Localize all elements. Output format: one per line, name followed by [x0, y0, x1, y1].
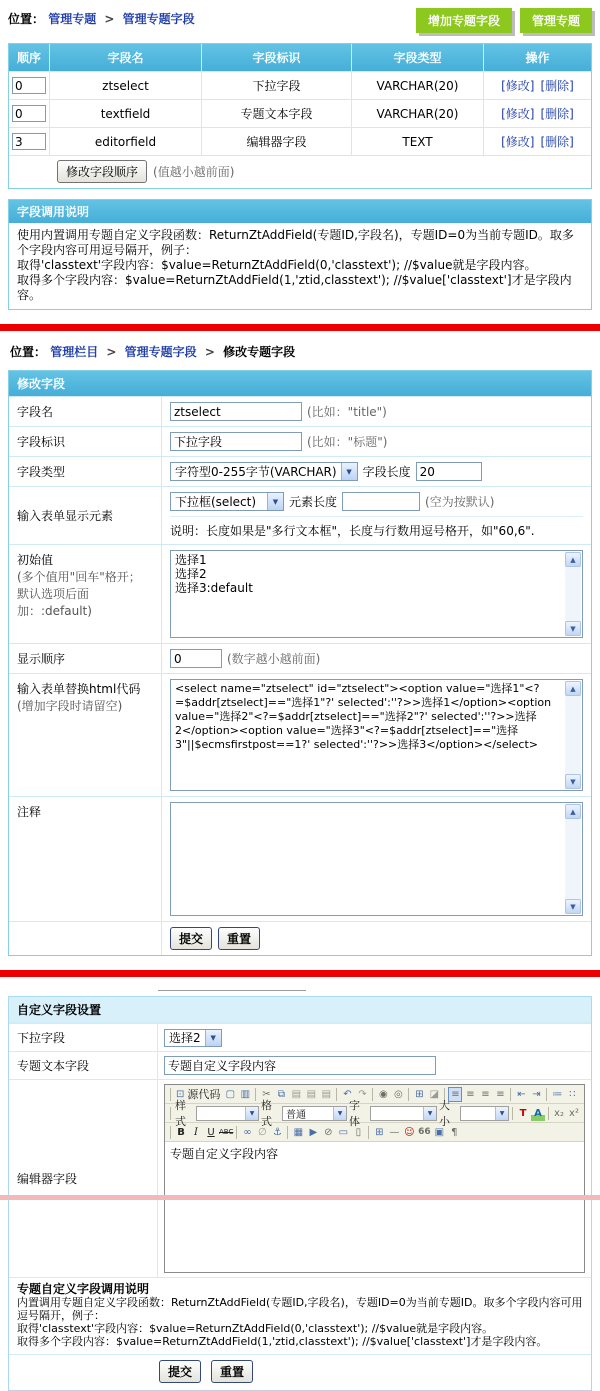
- field-name-label: 字段名: [17, 405, 54, 419]
- size-label: 大小: [439, 1099, 450, 1128]
- column-header-type: 字段类型: [351, 44, 483, 71]
- copy-icon[interactable]: ⧉: [277, 1088, 285, 1100]
- insert-flash-icon[interactable]: ▶: [309, 1126, 318, 1138]
- reset-button[interactable]: 重置: [218, 927, 260, 950]
- custom-row-text: [9, 1051, 591, 1079]
- chevron-down-icon: ▼: [267, 493, 283, 510]
- info-box-title: 字段调用说明: [9, 200, 591, 223]
- form-row-html-code: [9, 673, 591, 796]
- dropdown-field-label: 下拉字段: [17, 1031, 66, 1045]
- italic-icon[interactable]: I: [194, 1126, 198, 1138]
- breadcrumb: [0, 331, 600, 362]
- topic-text-field-input[interactable]: [164, 1056, 436, 1075]
- editor-toolbar-row-1: [165, 1085, 584, 1104]
- breadcrumb-prefix: 位置：: [8, 12, 45, 26]
- editor-toolbar-row-2: [165, 1099, 584, 1128]
- field-type-select[interactable]: [170, 462, 358, 481]
- element-length-label: 元素长度: [289, 495, 338, 509]
- breadcrumb-separator: >: [104, 12, 115, 26]
- format-label: 格式: [261, 1099, 272, 1128]
- align-center-icon[interactable]: ≡: [466, 1088, 475, 1100]
- field-name-hint: (比如："title"): [307, 405, 387, 419]
- field-name-cell: textfield: [49, 100, 201, 127]
- editor-toolbar-row-3: [165, 1123, 584, 1142]
- modify-field-form: [8, 370, 592, 956]
- initial-value-textarea[interactable]: [170, 550, 583, 638]
- comment-textarea[interactable]: [170, 802, 583, 916]
- order-input[interactable]: [12, 105, 46, 122]
- display-order-hint: (数字越小越前面): [227, 652, 321, 666]
- form-row-element: [9, 486, 591, 544]
- indent-icon[interactable]: ⇥: [532, 1088, 541, 1100]
- insert-file-icon[interactable]: ▭: [338, 1126, 349, 1138]
- field-type-cell: VARCHAR(20): [351, 100, 483, 127]
- custom-buttons-row: [9, 1354, 591, 1390]
- chevron-down-icon: ▼: [245, 1107, 258, 1120]
- form-title: 修改字段: [9, 371, 591, 396]
- table-header-row: [9, 44, 591, 71]
- form-row-initial-value: [9, 544, 591, 643]
- anchor-icon[interactable]: ⚓: [272, 1126, 282, 1138]
- form-row-field-name: [9, 396, 591, 426]
- format-value: 普通: [286, 1109, 306, 1121]
- custom-panel-title: 自定义字段设置: [9, 997, 591, 1023]
- form-buttons-row: [9, 921, 591, 955]
- bold-icon[interactable]: B: [177, 1126, 185, 1138]
- paste-icon[interactable]: ▤: [291, 1088, 302, 1100]
- top-toolbar: [0, 0, 600, 35]
- table-row: [9, 127, 591, 155]
- info-line: 取得多个字段内容：$value=ReturnZtAddField(1,'ztid,classtext'); //$value['classtext']才是字段内容。: [17, 273, 572, 302]
- unordered-list-icon[interactable]: ∷: [569, 1088, 576, 1100]
- dropdown-field-value: 选择2: [169, 1031, 201, 1045]
- order-button-row: [9, 155, 591, 188]
- scroll-up-icon[interactable]: ▲: [565, 552, 581, 567]
- field-ident-hint: (比如："标题"): [307, 435, 388, 449]
- custom-row-select: [9, 1023, 591, 1051]
- source-code-button[interactable]: ⊡ 源代码: [176, 1088, 221, 1101]
- html-code-hint: (增加字段时请留空): [17, 699, 123, 713]
- replace-icon[interactable]: ◎: [394, 1088, 403, 1100]
- blockquote-icon[interactable]: 66: [418, 1127, 431, 1137]
- edit-link[interactable]: [修改]: [501, 79, 535, 93]
- edit-link[interactable]: [修改]: [501, 107, 535, 121]
- initial-value-label: 初始值: [17, 553, 54, 567]
- smiley-icon[interactable]: ☺: [404, 1126, 415, 1138]
- paste-text-icon[interactable]: ▤: [306, 1088, 317, 1100]
- preview-icon[interactable]: ▥: [240, 1088, 251, 1100]
- usage-note-title: 专题自定义字段调用说明: [17, 1282, 150, 1296]
- column-header-name: 字段名: [49, 44, 201, 71]
- field-length-label: 字段长度: [362, 465, 411, 479]
- scrollbar[interactable]: [565, 804, 581, 914]
- align-left-icon[interactable]: ≡: [448, 1087, 462, 1102]
- insert-media-icon[interactable]: ⊘: [324, 1126, 333, 1138]
- strikethrough-icon[interactable]: ABC: [219, 1128, 234, 1136]
- column-header-operation: 操作: [483, 44, 591, 71]
- display-order-label: 显示顺序: [17, 652, 66, 666]
- order-input[interactable]: [12, 77, 46, 94]
- info-line: 取得'classtext'字段内容：$value=ReturnZtAddField(0,'classtext'); //$value就是字段内容。: [17, 258, 537, 272]
- divider-line: [158, 990, 306, 991]
- delete-link[interactable]: [删除]: [540, 107, 574, 121]
- dropdown-field-select[interactable]: [164, 1029, 222, 1047]
- style-label: 样式: [175, 1099, 186, 1128]
- element-length-hint: (空为按默认): [425, 495, 495, 509]
- scroll-down-icon[interactable]: ▼: [565, 774, 581, 789]
- new-page-icon[interactable]: ▢: [225, 1088, 236, 1100]
- horizontal-rule-icon[interactable]: —: [389, 1126, 400, 1138]
- scrollbar[interactable]: [565, 681, 581, 789]
- cut-icon[interactable]: ✂: [262, 1088, 271, 1100]
- red-divider: [0, 324, 600, 331]
- add-topic-field-button[interactable]: 增加专题字段: [416, 8, 512, 33]
- info-box-body: [9, 223, 591, 309]
- initial-value-hint: 默认选项后面加：:default): [17, 587, 92, 618]
- initial-value-label-block: [9, 545, 161, 643]
- text-color-icon[interactable]: T: [519, 1107, 527, 1119]
- field-name-input[interactable]: [170, 402, 302, 421]
- chevron-down-icon: ▼: [341, 463, 357, 480]
- field-name-cell: editorfield: [49, 128, 201, 155]
- select-all-icon[interactable]: ⊞: [415, 1088, 424, 1100]
- reset-button[interactable]: 重置: [211, 1360, 253, 1383]
- form-row-field-ident: [9, 426, 591, 456]
- insert-template-icon[interactable]: ▯: [355, 1126, 362, 1138]
- redo-icon[interactable]: ↷: [358, 1088, 367, 1100]
- custom-row-editor: [9, 1079, 591, 1277]
- element-length-input[interactable]: [342, 492, 420, 511]
- header-buttons: [416, 8, 592, 33]
- breadcrumb-prefix: 位置：: [10, 345, 47, 359]
- source-icon: ⊡: [176, 1088, 185, 1100]
- background-color-icon[interactable]: A: [531, 1106, 545, 1121]
- field-label-cell: 专题文本字段: [201, 100, 351, 127]
- display-order-input[interactable]: [170, 649, 222, 668]
- paste-word-icon[interactable]: ▤: [321, 1088, 332, 1100]
- html-code-label: 输入表单替换html代码: [17, 682, 141, 696]
- breadcrumb-separator: >: [106, 345, 117, 359]
- ordered-list-icon[interactable]: ≔: [552, 1088, 563, 1100]
- iframe-icon[interactable]: ▣: [434, 1126, 445, 1138]
- field-label-cell: 下拉字段: [201, 72, 351, 99]
- size-combo[interactable]: [460, 1106, 509, 1121]
- insert-image-icon[interactable]: ▦: [293, 1126, 304, 1138]
- comment-label: 注释: [17, 805, 42, 819]
- insert-table-icon[interactable]: ⊞: [375, 1126, 384, 1138]
- scroll-up-icon[interactable]: ▲: [565, 804, 581, 819]
- scroll-down-icon[interactable]: ▼: [565, 621, 581, 636]
- table-row: [9, 99, 591, 127]
- field-type-label: 字段类型: [17, 465, 66, 479]
- field-label-cell: 编辑器字段: [201, 128, 351, 155]
- editor-content-area[interactable]: 专题自定义字段内容: [165, 1142, 584, 1272]
- usage-note-line: 内置调用专题自定义字段函数：ReturnZtAddField(专题ID,字段名)，专题ID=0为当前专题ID。取多个字段内容可用逗号隔开，例子：: [17, 1296, 583, 1322]
- column-header-label: 字段标识: [201, 44, 351, 71]
- submit-button[interactable]: 提交: [159, 1360, 201, 1383]
- format-combo[interactable]: [282, 1106, 347, 1121]
- field-usage-info-box: [8, 199, 592, 310]
- usage-note-line: 取得'classtext'字段内容：$value=ReturnZtAddField(0,'classtext'); //$value就是字段内容。: [17, 1322, 494, 1335]
- remove-format-icon[interactable]: ◪: [429, 1088, 440, 1100]
- superscript-icon[interactable]: x²: [569, 1107, 579, 1119]
- element-label: 输入表单显示元素: [17, 509, 114, 523]
- element-note: 说明：长度如果是"多行文本框"，长度与行数用逗号格开，如"60,6".: [170, 516, 583, 539]
- chevron-down-icon: ▼: [333, 1107, 346, 1120]
- table-row: [9, 71, 591, 99]
- delete-link[interactable]: [删除]: [540, 135, 574, 149]
- breadcrumb-current: 修改专题字段: [223, 345, 296, 359]
- fields-table: [8, 43, 592, 189]
- submit-button[interactable]: 提交: [170, 927, 212, 950]
- breadcrumb-link-manage-topic[interactable]: 管理专题: [48, 12, 97, 26]
- custom-fields-panel: [8, 996, 592, 1391]
- info-line: 使用内置调用专题自定义字段函数：ReturnZtAddField(专题ID,字段名)，专题ID=0为当前专题ID。取多个字段内容可用逗号隔开，例子：: [17, 228, 574, 257]
- order-input[interactable]: [12, 133, 46, 150]
- breadcrumb-link-manage-topic-fields[interactable]: 管理专题字段: [124, 345, 197, 359]
- breadcrumb-link-manage-columns[interactable]: 管理栏目: [50, 345, 99, 359]
- text-field-label: 专题文本字段: [17, 1059, 90, 1073]
- editor-field-label: 编辑器字段: [17, 1172, 78, 1186]
- edit-link[interactable]: [修改]: [501, 135, 535, 149]
- remove-link-icon[interactable]: ∅: [258, 1126, 267, 1138]
- breadcrumb-separator: >: [204, 345, 215, 359]
- html-code-textarea[interactable]: [170, 679, 583, 791]
- red-divider: [0, 970, 600, 977]
- form-row-display-order: [9, 643, 591, 673]
- align-right-icon[interactable]: ≡: [481, 1088, 490, 1100]
- initial-value-hint: (多个值用"回车"格开；: [17, 570, 141, 584]
- justify-icon[interactable]: ≡: [496, 1088, 505, 1100]
- order-hint: (值越小越前面): [153, 165, 235, 179]
- scroll-up-icon[interactable]: ▲: [565, 681, 581, 696]
- field-type-select-value: 字符型0-255字节(VARCHAR): [175, 465, 337, 479]
- scrollbar[interactable]: [565, 552, 581, 636]
- custom-field-usage-note: [9, 1277, 591, 1354]
- underline-icon[interactable]: U: [207, 1126, 215, 1138]
- chevron-down-icon: ▼: [495, 1107, 508, 1120]
- font-combo[interactable]: [370, 1106, 437, 1121]
- column-header-order: 顺序: [16, 51, 41, 65]
- field-type-cell: TEXT: [351, 128, 483, 155]
- field-length-input[interactable]: [416, 462, 482, 481]
- subscript-icon[interactable]: x₂: [554, 1107, 564, 1119]
- red-divider-partial: [0, 1195, 600, 1200]
- element-select-value: 下拉框(select): [175, 495, 257, 509]
- rich-text-editor: [164, 1084, 585, 1273]
- font-label: 字体: [349, 1099, 360, 1128]
- find-icon[interactable]: ◉: [379, 1088, 388, 1100]
- delete-link[interactable]: [删除]: [540, 79, 574, 93]
- field-ident-input[interactable]: [170, 432, 302, 451]
- modify-field-order-button[interactable]: 修改字段顺序: [57, 160, 147, 183]
- field-name-cell: ztselect: [49, 72, 201, 99]
- undo-icon[interactable]: ↶: [343, 1088, 352, 1100]
- element-select[interactable]: [170, 492, 284, 511]
- form-row-comment: [9, 796, 591, 921]
- chevron-down-icon: ▼: [423, 1107, 436, 1120]
- scroll-down-icon[interactable]: ▼: [565, 899, 581, 914]
- form-row-field-type: [9, 456, 591, 486]
- breadcrumb: [8, 8, 195, 27]
- breadcrumb-link-manage-topic-fields[interactable]: 管理专题字段: [122, 12, 195, 26]
- outdent-icon[interactable]: ⇤: [517, 1088, 526, 1100]
- field-ident-label: 字段标识: [17, 435, 66, 449]
- insert-link-icon[interactable]: ∞: [243, 1126, 252, 1138]
- field-type-cell: VARCHAR(20): [351, 72, 483, 99]
- manage-topic-button[interactable]: 管理专题: [520, 8, 592, 33]
- usage-note-line: 取得多个字段内容：$value=ReturnZtAddField(1,'ztid,classtext'); //$value['classtext']才是字段内容。: [17, 1335, 548, 1348]
- page-break-icon[interactable]: ¶: [451, 1126, 458, 1138]
- html-code-label-block: [9, 674, 161, 796]
- chevron-down-icon: ▼: [205, 1030, 221, 1046]
- style-combo[interactable]: [196, 1106, 259, 1121]
